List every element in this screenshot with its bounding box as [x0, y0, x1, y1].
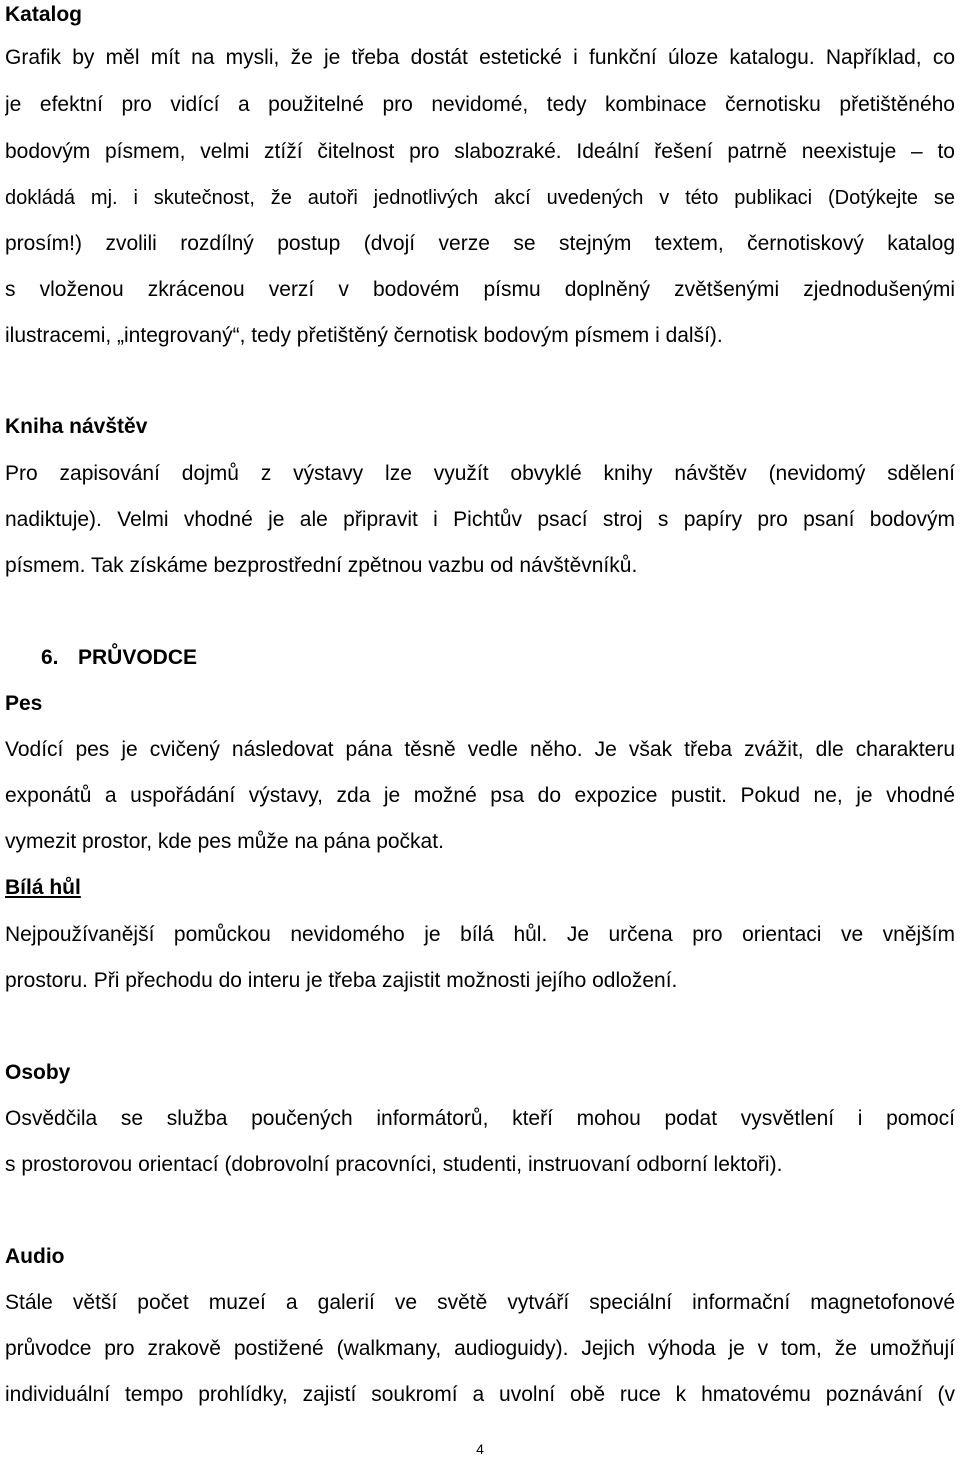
heading-bila-hul: Bílá hůl: [5, 876, 81, 899]
paragraph-line: je efektní pro vidící a použitelné pro nevidomé, tedy kombinace černotisku přetištěného: [5, 93, 955, 116]
heading-katalog: Katalog: [5, 3, 83, 26]
heading-pes: Pes: [5, 692, 43, 715]
paragraph-line: Pro zapisování dojmů z výstavy lze využít obvyklé knihy návštěv (nevidomý sdělení: [5, 462, 955, 485]
paragraph-line: nadiktuje). Velmi vhodné je ale připravit i Pichtův psací stroj s papíry pro psaní bodovým: [5, 508, 955, 531]
paragraph-line: bodovým písmem, velmi ztíží čitelnost pro slabozraké. Ideální řešení patrně neexistuje – to: [5, 140, 955, 163]
paragraph-line: prostoru. Při přechodu do interu je třeba zajistit možnosti jejího odložení.: [5, 969, 678, 992]
chapter-title: PRŮVODCE: [78, 646, 198, 669]
paragraph-line: Grafik by měl mít na mysli, že je třeba dostát estetické i funkční úloze katalogu. Například, co: [5, 46, 955, 69]
paragraph-line: ilustracemi, „integrovaný“, tedy přetištěný černotisk bodovým písmem i další).: [5, 324, 723, 347]
paragraph-line: individuální tempo prohlídky, zajistí soukromí a uvolní obě ruce k hmatovému poznávání (v: [5, 1383, 955, 1406]
paragraph-line: dokládá mj. i skutečnost, že autoři jednotlivých akcí uvedených v této publikaci (Dotýkejte se: [5, 187, 955, 209]
paragraph-line: s vloženou zkrácenou verzí v bodovém písmu doplněný zvětšenými zjednodušenými: [5, 278, 955, 301]
paragraph-line: Vodící pes je cvičený následovat pána těsně vedle něho. Je však třeba zvážit, dle charakteru: [5, 738, 955, 761]
heading-osoby: Osoby: [5, 1061, 71, 1084]
paragraph-line: Nejpoužívanější pomůckou nevidomého je bílá hůl. Je určena pro orientaci ve vnějším: [5, 923, 955, 946]
paragraph-line: prosím!) zvolili rozdílný postup (dvojí verze se stejným textem, černotiskový katalog: [5, 232, 955, 255]
paragraph-line: písmem. Tak získáme bezprostřední zpětnou vazbu od návštěvníků.: [5, 554, 638, 577]
paragraph-line: průvodce pro zrakově postižené (walkmany, audioguidy). Jejich výhoda je v tom, že umožňují: [5, 1337, 955, 1360]
heading-audio: Audio: [5, 1245, 65, 1268]
chapter-number: 6.: [41, 646, 59, 669]
paragraph-line: Stále větší počet muzeí a galerií ve světě vytváří speciální informační magnetofonové: [5, 1291, 955, 1314]
paragraph-line: vymezit prostor, kde pes může na pána počkat.: [5, 830, 444, 853]
paragraph-line: Osvědčila se služba poučených informátorů, kteří mohou podat vysvětlení i pomocí: [5, 1107, 955, 1130]
paragraph-line: s prostorovou orientací (dobrovolní pracovníci, studenti, instruovaní odborní lektoři).: [5, 1153, 783, 1176]
heading-kniha-navstev: Kniha návštěv: [5, 415, 148, 438]
paragraph-line: exponátů a uspořádání výstavy, zda je možné psa do expozice pustit. Pokud ne, je vhodné: [5, 784, 955, 807]
page-number: 4: [476, 1441, 484, 1457]
document-page: [5, 0, 955, 1460]
